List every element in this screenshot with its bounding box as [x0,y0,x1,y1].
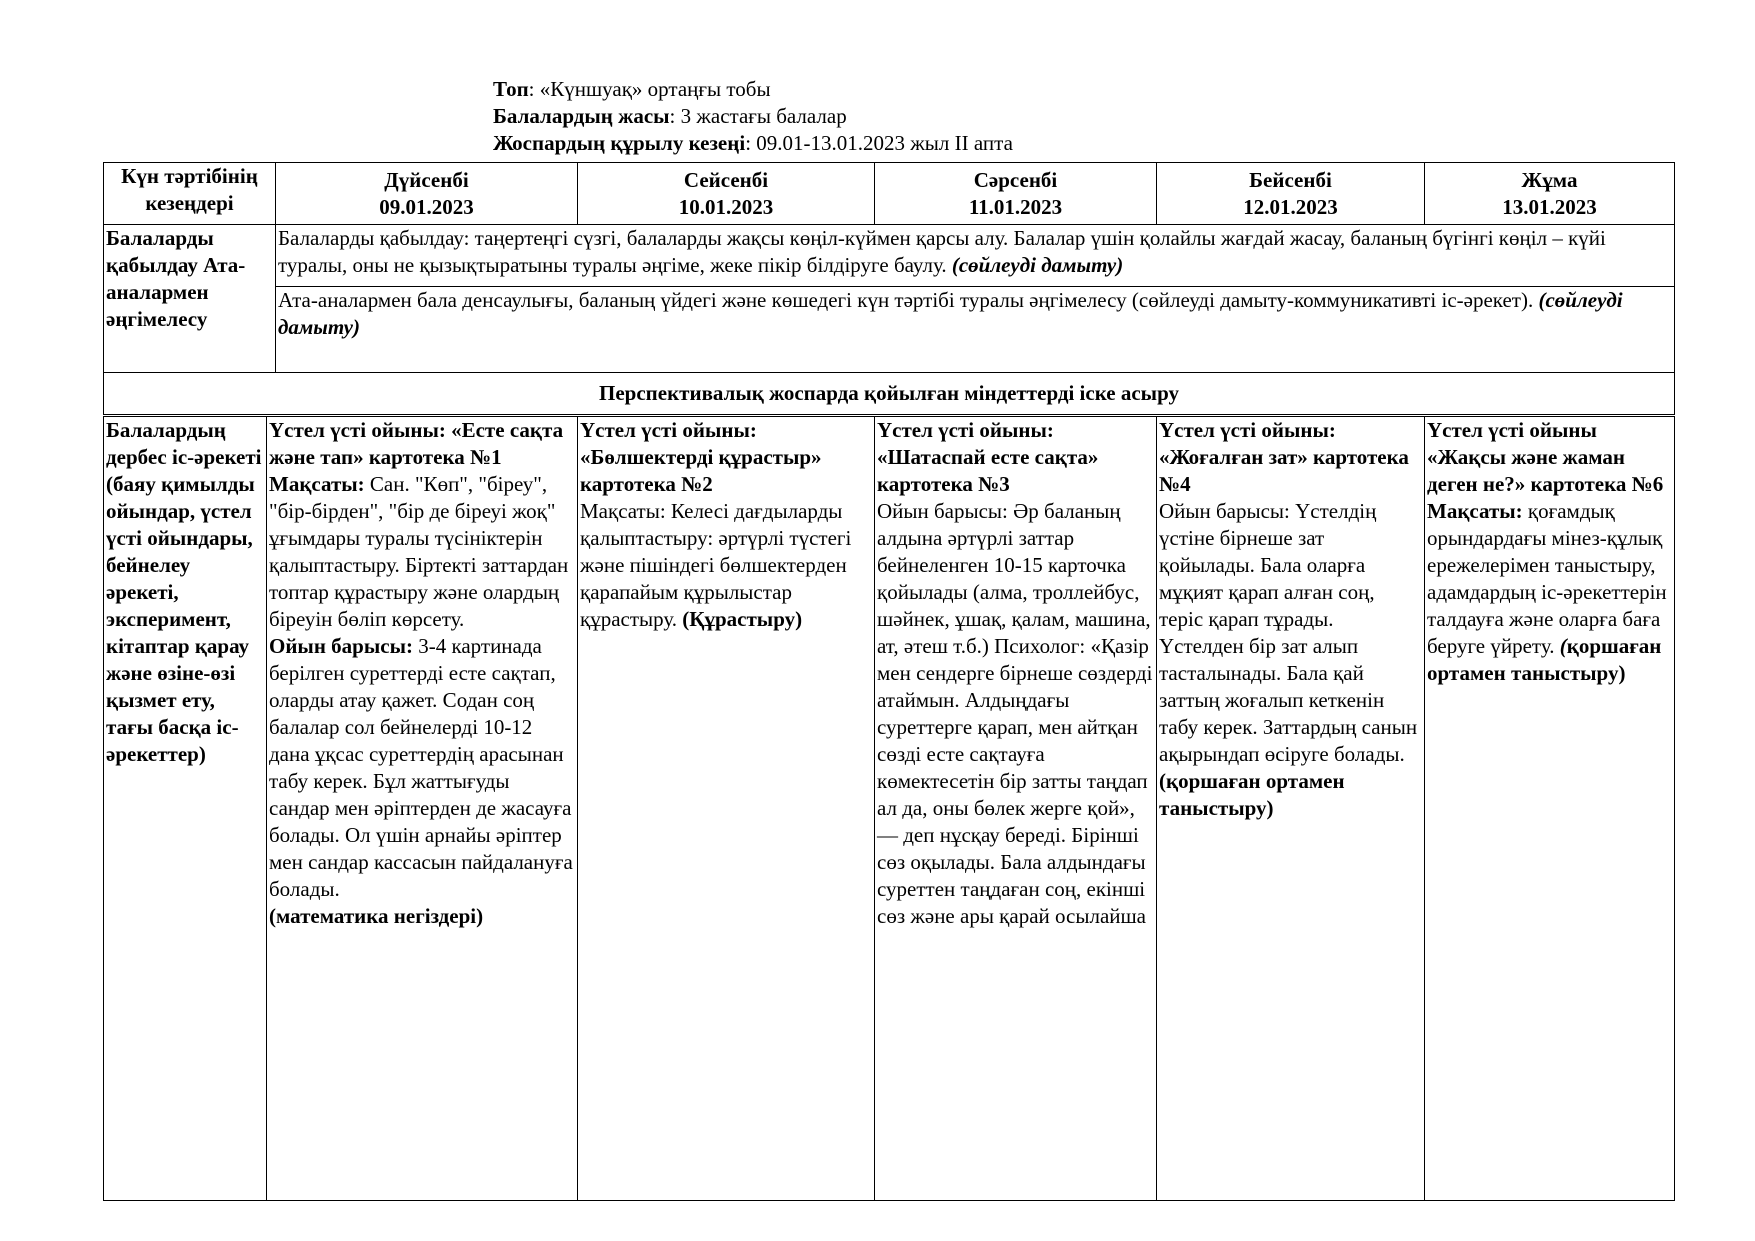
schedule-table-activities [103,416,1675,1201]
wednesday-text: Ойын барысы: Әр баланың алдына әртүрлі заттар бейнеленген 10-15 карточка қойылады (алма, троллейбус, шәйнек, ұшақ, қалам, машина, ат, әтеш т.б.) Психолог: «Қазір мен сендерге бірнеше сөздерді атаймын. Алдыңдағы суреттерге қарап, мен айтқан сөзді есте сақтауға көмектесетін бір затты таңдап ал да, оны бөлек жерге қой», — деп нұсқау береді. Бірінші сөз оқылады. Бала алдындағы суреттен таңдаған соң, екінші сөз және ары қарай осылайша [877,499,1153,928]
activity-monday [267,417,578,1201]
col-header-wednesday: Сәрсенбі 11.01.2023 [875,163,1157,225]
age-value: : 3 жастағы балалар [669,104,847,128]
reception-row-2 [104,287,1675,373]
band-row [104,373,1675,415]
col-header-friday: Жұма 13.01.2023 [1425,163,1675,225]
friday-title: Үстел үсті ойыны «Жақсы және жаман деген не?» картотека №6 [1427,418,1664,496]
activity-tuesday [578,417,875,1201]
col-header-monday: Дүйсенбі 09.01.2023 [276,163,578,225]
monday-goal-label: Мақсаты: [269,472,365,496]
thursday-title: Үстел үсті ойыны: «Жоғалған зат» картотека №4 [1159,418,1409,496]
col-header-thursday: Бейсенбі 12.01.2023 [1157,163,1425,225]
plan-header [493,76,1013,157]
friday-area-paren: ( [1559,634,1567,658]
monday-area: (математика негіздері) [269,904,484,928]
reception-label: Балаларды қабылдау Ата-аналармен әңгімелесу [104,225,276,373]
period-value: : 09.01-13.01.2023 жыл II апта [745,131,1013,155]
wednesday-title: Үстел үсті ойыны: «Шатаспай есте сақта» картотека №3 [877,418,1099,496]
reception-row-1 [104,225,1675,287]
thursday-text: Ойын барысы: Үстелдің үстіне бірнеше зат қойылады. Бала оларға мұқият қарап алған соң, теріс қарап тұрады. Үстелден бір зат алып тасталынады. Бала қай заттың жоғалып кеткенін табу керек. Заттардың санын ақырындап өсіруге болады. [1159,499,1418,766]
age-line [493,103,1013,130]
friday-area: қоршаған ортамен таныстыру) [1427,634,1662,685]
group-line [493,76,1013,103]
tuesday-title: Үстел үсті ойыны: «Бөлшектерді құрастыр» картотека №2 [580,418,822,496]
activity-thursday [1157,417,1425,1201]
monday-play-label: Ойын барысы: [269,634,413,658]
monday-play-text: 3-4 картинада берілген суреттерді есте сақтап, оларды атау қажет. Содан соң балалар сол бейнелерді 10-12 дана ұқсас суреттердің арасынан табу керек. Бұл жаттығуды сандар мен әріптерден де жасауға болады. Ол үшін арнайы әріптер мен сандар кассасын пайдалануға болады. [269,634,573,901]
activity-row [104,417,1675,1201]
activity-friday [1425,417,1675,1201]
reception-text: Балаларды қабылдау: таңертеңгі сүзгі, балаларды жақсы көңіл-күймен қарсы алу. Балалар үшін қолайлы жағдай жасау, баланың бүгінгі көңіл – күйі туралы, оны не қызықтыратыны туралы әңгіме, жеке пікір білдіруге баулу. (сөйлеуді дамыту) [276,225,1675,287]
parents-text: Ата-аналармен бала денсаулығы, баланың үйдегі және көшедегі күн тәртібі туралы әңгімелесу (сөйлеуді дамыту-коммуникативті іс-әрекет). (сөйлеуді дамыту) [276,287,1675,373]
column-header-row [104,163,1675,225]
activity-label: Балалардың дербес іс-әрекеті (баяу қимылды ойындар, үстел үсті ойындары, бейнелеу әрекеті, эксперимент, кітаптар қарау және өзіне-өзі қызмет ету, тағы басқа іс-әрекеттер) [104,417,267,1201]
schedule-table-top [103,162,1675,415]
col-header-period: Күн тәртібінің кезеңдері [104,163,276,225]
group-label: Топ [493,77,529,101]
thursday-area: (қоршаған ортамен таныстыру) [1159,769,1345,820]
activity-wednesday [875,417,1157,1201]
friday-goal-label: Мақсаты: [1427,499,1523,523]
monday-goal-text: Сан. "Көп", "біреу", "бір-бірден", "бір де біреуі жоқ" ұғымдары туралы түсініктерін қалыптастыру. Біртекті заттардан топтар құрастыру және олардың біреуін бөліп көрсету. [269,472,569,631]
period-label: Жоспардың құрылу кезеңі [493,131,746,155]
period-line [493,130,1013,157]
tuesday-text: Мақсаты: Келесі дағдыларды қалыптастыру: әртүрлі түстегі және пішіндегі бөлшектерден қарапайым құрылыстар құрастыру. [580,499,852,631]
monday-title: Үстел үсті ойыны: «Есте сақта және тап» картотека №1 [269,418,564,469]
col-header-tuesday: Сейсенбі 10.01.2023 [578,163,875,225]
tuesday-area: (Құрастыру) [682,607,803,631]
band-title: Перспективалық жоспарда қойылған міндеттерді іске асыру [104,373,1675,415]
friday-goal-text: қоғамдық орындардағы мінез-құлық ережелерімен таныстыру, адамдардың іс-әрекеттерін талдауға және оларға баға беруге үйрету. [1427,499,1667,658]
group-value: : «Күншуақ» ортаңғы тобы [528,77,771,101]
age-label: Балалардың жасы [493,104,670,128]
